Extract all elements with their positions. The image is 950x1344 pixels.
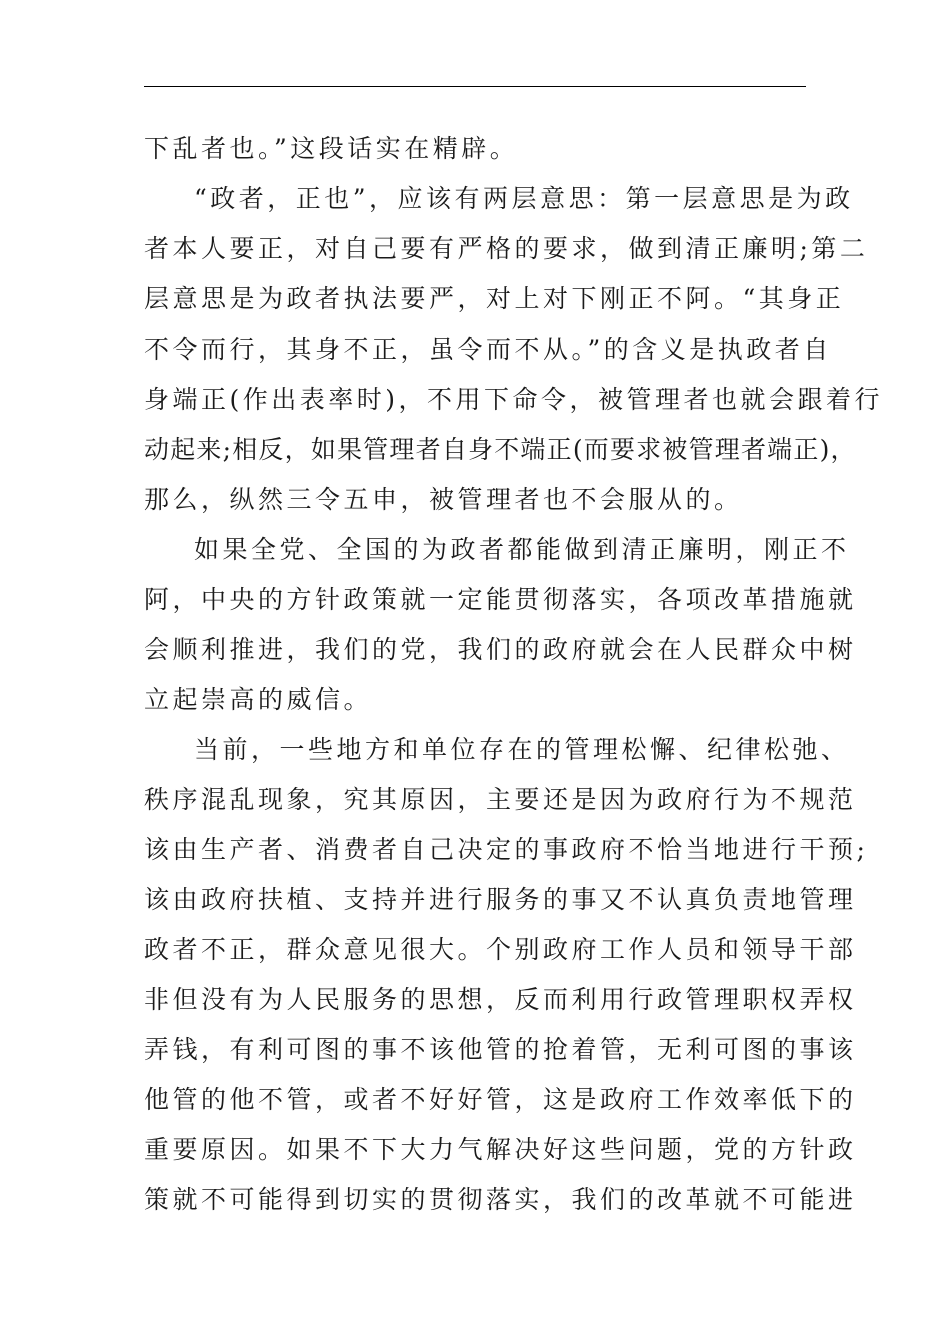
text-line: 层意思是为政者执法要严，对上对下刚正不阿。“其身正 (144, 284, 845, 313)
text-line: 者本人要正，对自己要有严格的要求，做到清正廉明;第二 (144, 234, 869, 263)
text-line: 下乱者也。”这段话实在精辟。 (144, 134, 519, 163)
text-line: 非但没有为人民服务的思想，反而利用行政管理职权弄权 (144, 985, 857, 1014)
text-line: 政者不正，群众意见很大。个别政府工作人员和领导干部 (144, 935, 857, 964)
text-line: 秩序混乱现象，究其原因，主要还是因为政府行为不规范 (144, 785, 857, 814)
text-line: 立起崇高的威信。 (144, 685, 373, 714)
text-line: 该由政府扶植、支持并进行服务的事又不认真负责地管理 (144, 885, 857, 914)
paragraph-first-line: 如果全党、全国的为政者都能做到清正廉明，刚正不 (194, 535, 850, 564)
text-line: 弄钱，有利可图的事不该他管的抢着管，无利可图的事该 (144, 1035, 857, 1064)
text-line: 会顺利推进，我们的党，我们的政府就会在人民群众中树 (144, 635, 857, 664)
text-line: 阿，中央的方针政策就一定能贯彻落实，各项改革措施就 (144, 585, 857, 614)
text-line: 该由生产者、消费者自己决定的事政府不恰当地进行干预; (144, 835, 869, 864)
text-line: 策就不可能得到切实的贯彻落实，我们的改革就不可能进 (144, 1185, 857, 1214)
text-line: 重要原因。如果不下大力气解决好这些问题，党的方针政 (144, 1135, 857, 1164)
text-line: 动起来;相反，如果管理者自身不端正(而要求被管理者端正)， (144, 435, 857, 464)
text-line: 他管的他不管，或者不好好管，这是政府工作效率低下的 (144, 1085, 857, 1114)
paragraph-first-line: 当前，一些地方和单位存在的管理松懈、纪律松弛、 (194, 735, 850, 764)
paragraph-first-line: “政者，正也”，应该有两层意思：第一层意思是为政 (194, 184, 854, 213)
text-line: 那么，纵然三令五申，被管理者也不会服从的。 (144, 485, 743, 514)
text-line: 不令而行，其身不正，虽令而不从。”的含义是执政者自 (144, 335, 832, 364)
text-line: 身端正(作出表率时)，不用下命令，被管理者也就会跟着行 (144, 385, 884, 414)
